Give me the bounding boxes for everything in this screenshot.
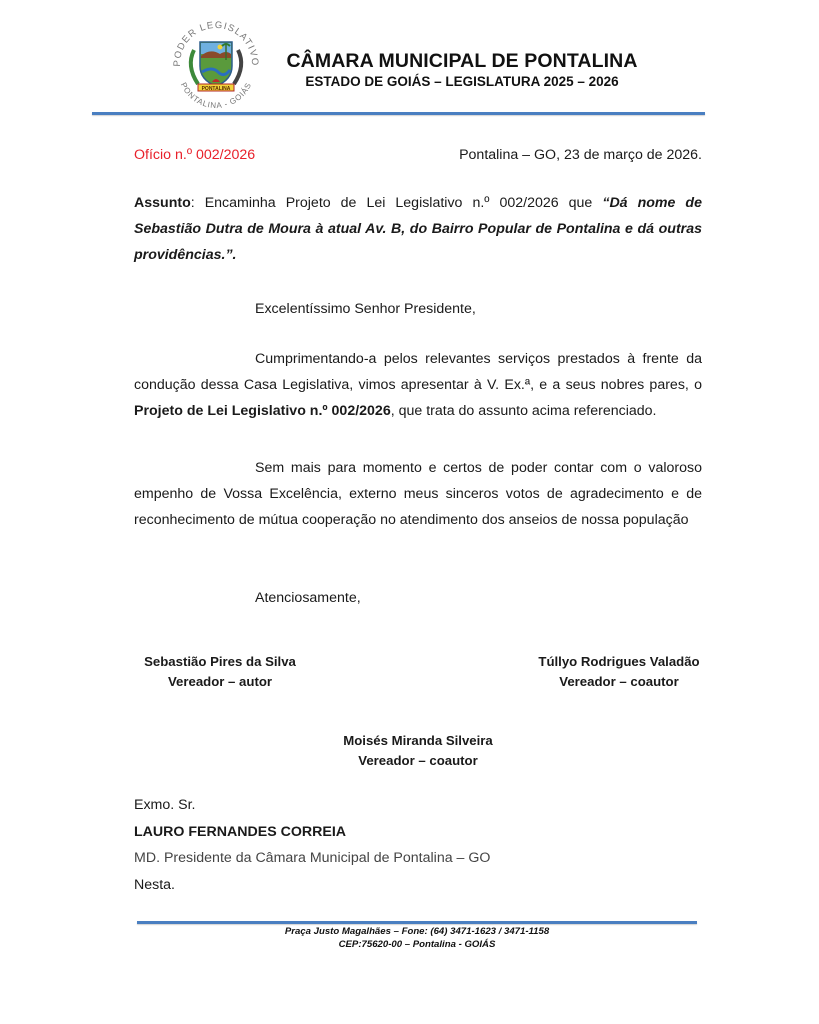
assunto-text: : Encaminha Projeto de Lei Legislativo n.º 002/2026 que	[190, 195, 603, 211]
seal-logo	[168, 14, 264, 110]
signature-block-coauthor-2	[318, 731, 518, 771]
closing-paragraph	[134, 455, 702, 533]
footer	[137, 926, 697, 951]
closing-line	[134, 585, 702, 611]
signature-role: Vereador – coautor	[358, 753, 478, 768]
header-title: CÂMARA MUNICIPAL DE PONTALINA	[286, 50, 638, 72]
signature-name: Moisés Miranda Silveira	[343, 733, 493, 748]
seal-arc-bottom-text: PONTALINA - GOIÁS	[178, 80, 254, 110]
signature-name: Túllyo Rodrigues Valadão	[538, 654, 700, 669]
seal-ribbon-text: PONTALINA	[201, 85, 231, 92]
footer-address: Praça Justo Magalhães – Fone: (64) 3471-1623 / 3471-1158	[284, 926, 550, 937]
paragraph2-part1: Cumprimentando-a pelos relevantes serviços prestados à frente da condução dessa Casa Legislativa, vimos apresentar à V. Ex.ª, e a seus nobres pares, o	[134, 351, 702, 393]
assunto-paragraph	[134, 190, 702, 268]
signature-block-author	[130, 652, 310, 692]
addressee-salutation: Exmo. Sr.	[134, 797, 196, 813]
paragraph3: Sem mais para momento e certos de poder contar com o valoroso empenho de Vossa Excelência, externo meus sinceros votos de agradecimento e de reconhecimento de mútua cooperação no atendimento dos anseios de nossa população	[134, 460, 702, 528]
addressee-block	[134, 792, 490, 898]
assunto-label: Assunto	[134, 195, 191, 211]
footer-divider	[137, 921, 697, 924]
signature-name: Sebastião Pires da Silva	[144, 654, 296, 669]
addressee-name: LAURO FERNANDES CORREIA	[134, 823, 347, 840]
assunto-quote: “Dá nome de Sebastião Dutra de Moura à atual Av. B, do Bairro Popular de Pontalina e dá outras providências.”.	[134, 195, 702, 263]
footer-cep: CEP:75620-00 – Pontalina - GOIÁS	[338, 938, 496, 950]
signature-role: Vereador – autor	[167, 674, 273, 689]
signature-role: Vereador – coautor	[559, 674, 679, 689]
signature-block-coauthor-1	[512, 652, 726, 692]
addressee-closing: Nesta.	[134, 876, 176, 893]
oficio-number: Ofício n.º 002/2026	[134, 147, 256, 163]
seal-arc-top-text: PODER LEGISLATIVO	[171, 19, 261, 67]
header-subtitle: ESTADO DE GOIÁS – LEGISLATURA 2025 – 2026	[305, 74, 619, 89]
paragraph2-part2: , que trata do assunto acima referenciado.	[390, 403, 657, 419]
closing: Atenciosamente,	[255, 590, 361, 606]
greeting-paragraph	[134, 346, 702, 424]
paragraph2-bold: Projeto de Lei Legislativo n.º 002/2026	[134, 403, 391, 419]
salutation-paragraph	[134, 296, 702, 322]
addressee-position: MD. Presidente da Câmara Municipal de Pontalina – GO	[134, 850, 491, 866]
header-divider	[92, 112, 705, 115]
salutation: Excelentíssimo Senhor Presidente,	[255, 301, 476, 317]
letter-date: Pontalina – GO, 23 de março de 2026.	[459, 147, 702, 163]
seal-emblem-icon	[168, 14, 264, 110]
